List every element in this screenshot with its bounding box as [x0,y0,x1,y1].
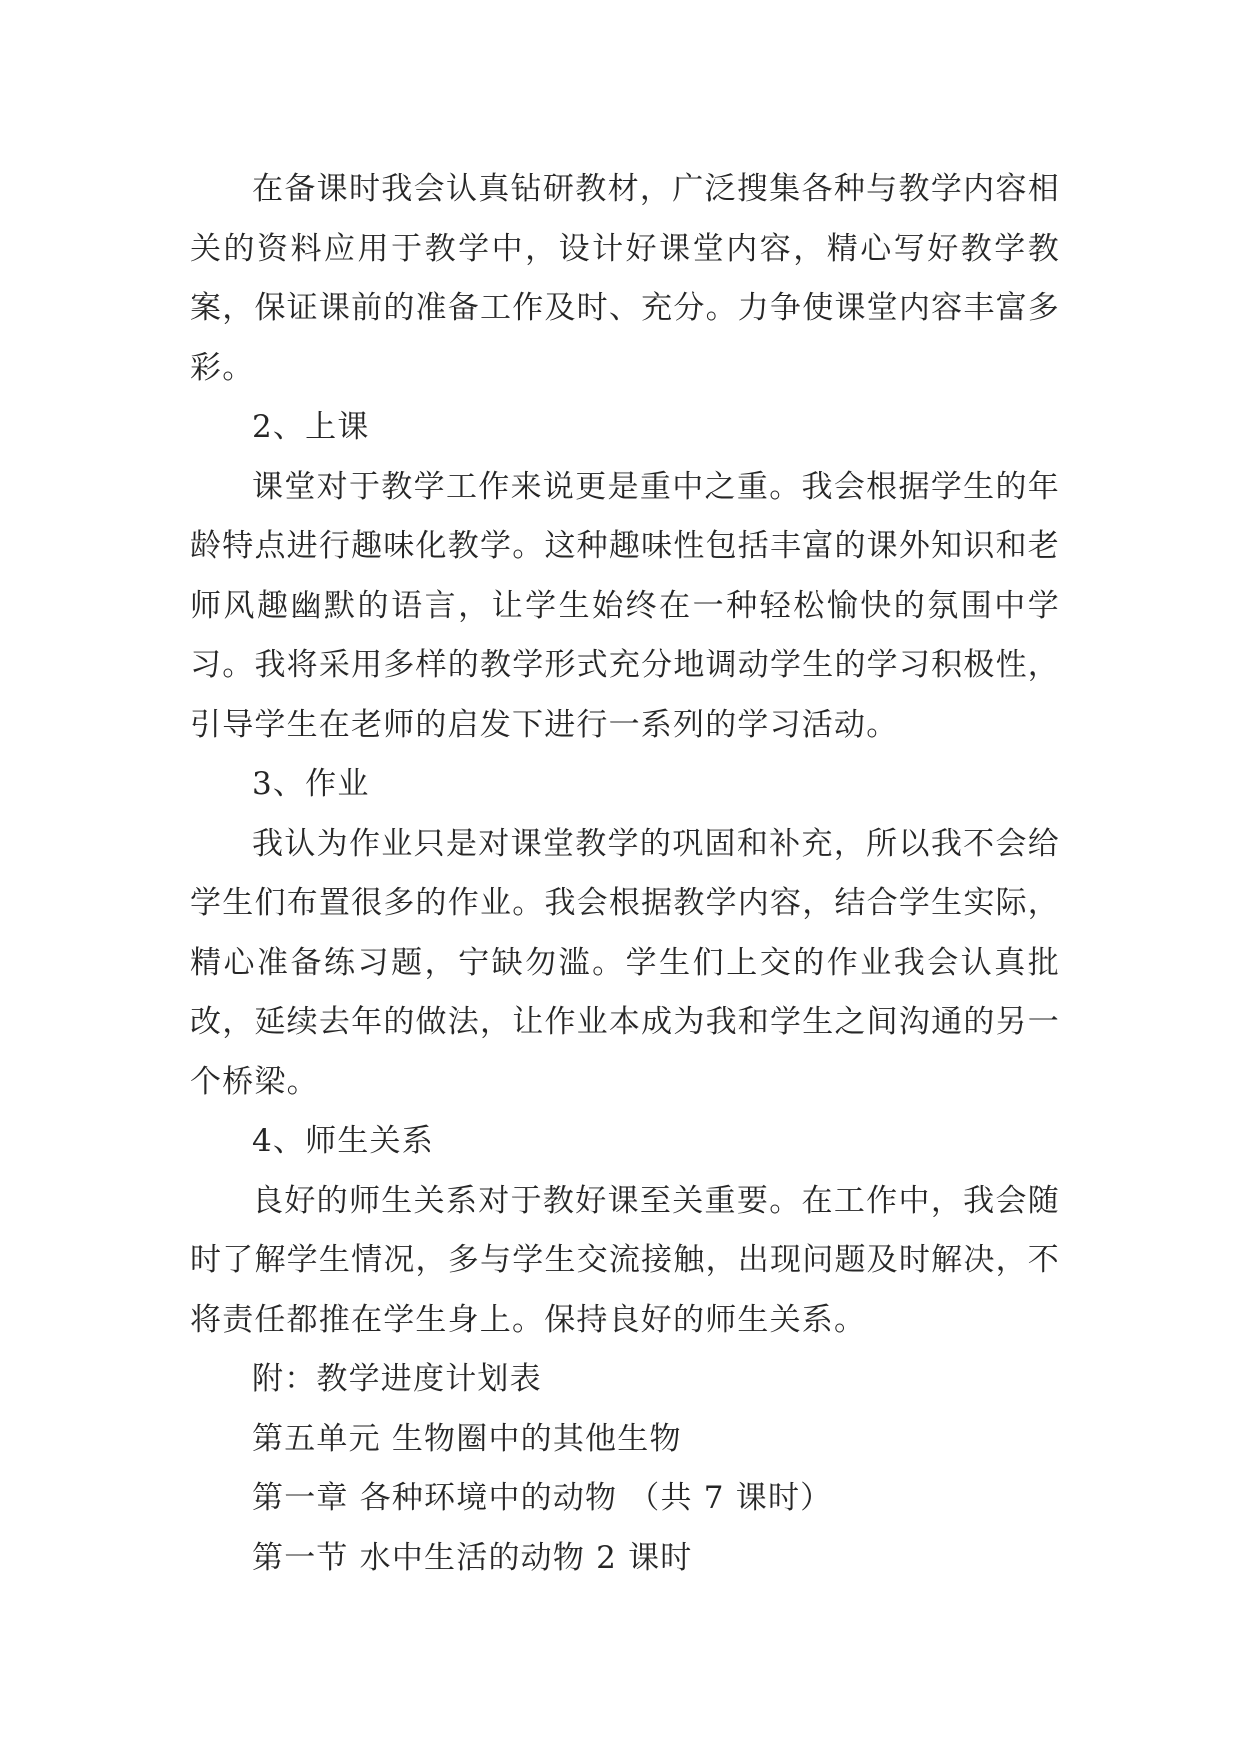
appendix-title: 附：教学进度计划表 [252,1361,542,1397]
chapter-title: 第一章 各种环境中的动物 （共 7 课时） [252,1480,833,1516]
paragraph-homework: 我认为作业只是对课堂教学的巩固和补充，所以我不会给学生们布置很多的作业。我会根据教学内容，结合学生实际，精心准备练习题，宁缺勿滥。学生们上交的作业我会认真批改，延续去年的做法，让作业本成为我和学生之间沟通的另一个桥梁。 [190,825,1060,1100]
section-title: 第一节 水中生活的动物 2 课时 [252,1539,693,1576]
paragraph-class-teaching: 课堂对于教学工作来说更是重中之重。我会根据学生的年龄特点进行趣味化教学。这种趣味性包括丰富的课外知识和老师风趣幽默的语言，让学生始终在一种轻松愉快的氛围中学习。我将采用多样的教学形式充分地调动学生的学习积极性，引导学生在老师的启发下进行一系列的学习活动。 [190,468,1060,743]
heading-homework: 3、作业 [252,766,370,802]
paragraph-teacher-student-relationship: 良好的师生关系对于教好课至关重要。在工作中，我会随时了解学生情况，多与学生交流接触，出现问题及时解决，不将责任都推在学生身上。保持良好的师生关系。 [190,1182,1060,1338]
document-body [190,160,1060,1588]
unit-title: 第五单元 生物圈中的其他生物 [252,1420,682,1457]
heading-teacher-student-relationship: 4、师生关系 [252,1123,434,1159]
heading-class-teaching: 2、上课 [252,409,370,445]
paragraph-lesson-preparation: 在备课时我会认真钻研教材，广泛搜集各种与教学内容相关的资料应用于教学中，设计好课堂内容，精心写好教学教案，保证课前的准备工作及时、充分。力争使课堂内容丰富多彩。 [190,171,1060,386]
